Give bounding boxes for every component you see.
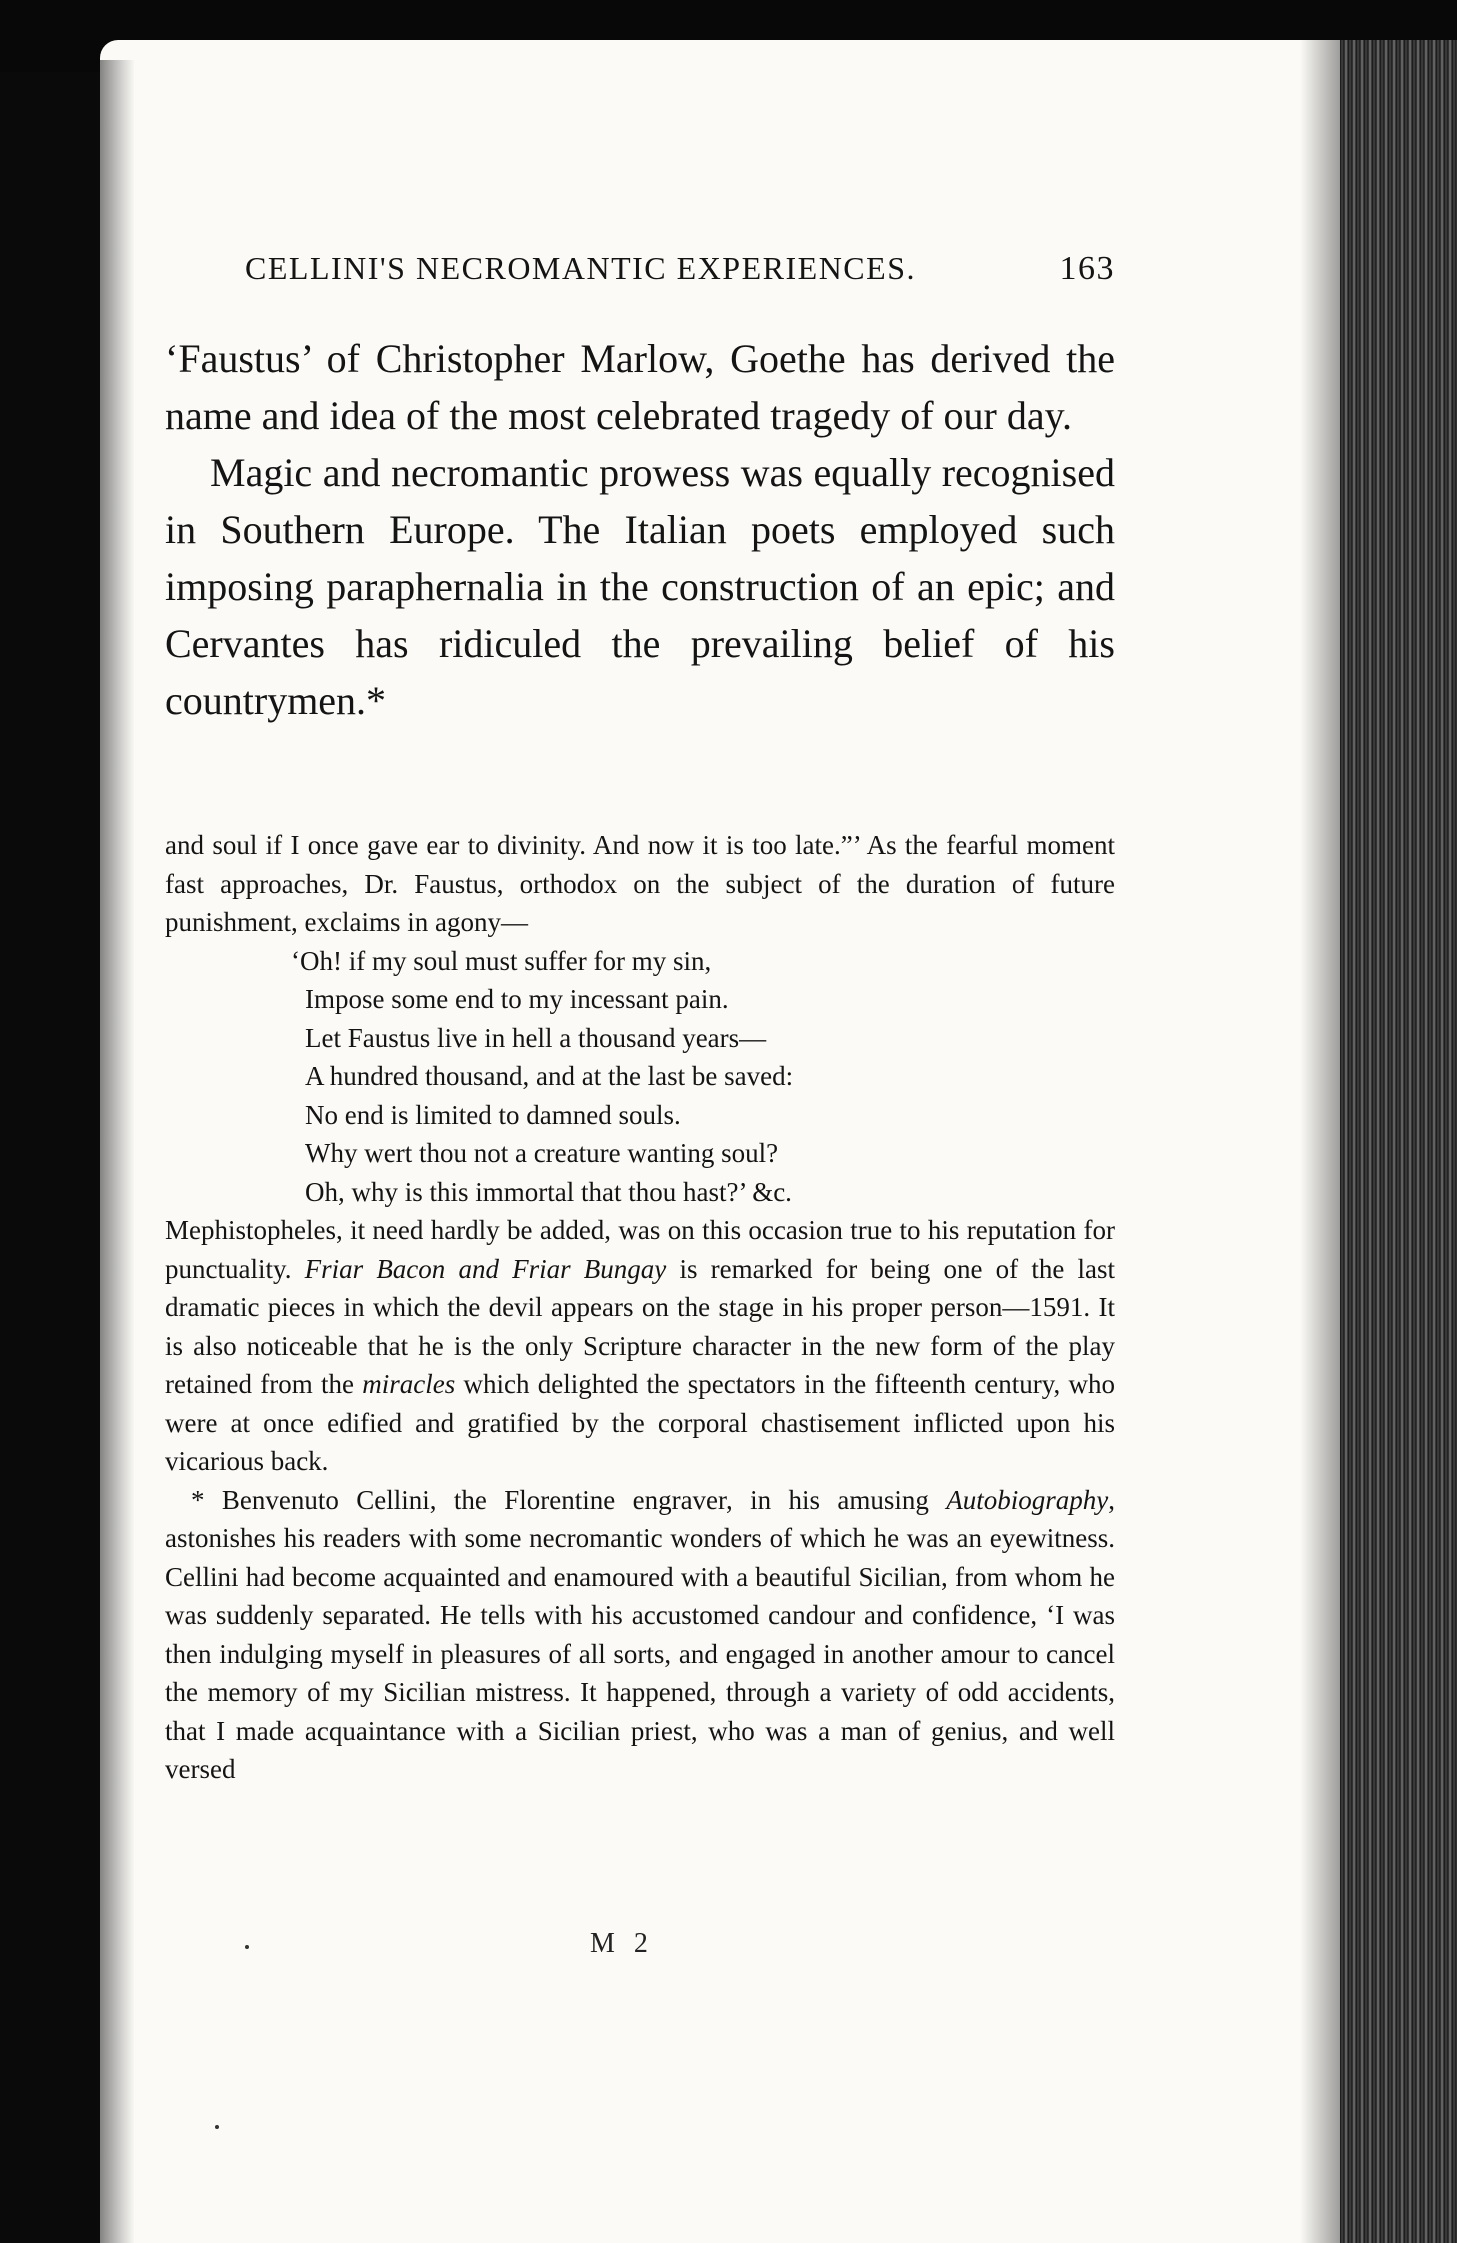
footnote-after-verse bbox=[165, 1211, 1115, 1481]
page-number: 163 bbox=[1059, 250, 1115, 287]
text-run: is remarked for being one of the last dramatic pieces in which the devil appears on the stage in his proper person—1591. It is also noticeable that he is the only Scripture character in the new form of the play retained from the bbox=[165, 1253, 1115, 1399]
ink-speck bbox=[215, 2125, 219, 2129]
verse-line: Let Faustus live in hell a thousand years— bbox=[305, 1022, 767, 1053]
signature-mark: M 2 bbox=[590, 1928, 654, 1959]
footnotes bbox=[165, 826, 1115, 1789]
verse-line: Why wert thou not a creature wanting soul? bbox=[305, 1138, 779, 1168]
body-paragraph-2: Magic and necromantic prowess was equally recognised in Southern Europe. The Italian poets employed such imposing paraphernalia in the construction of an epic; and Cervantes has ridiculed the prevailing belief of his countrymen.* bbox=[165, 450, 1115, 723]
verse-quotation bbox=[291, 942, 1115, 1212]
text-run: , astonishes his readers with some necromantic wonders of which he was an eyewitness. Cellini had become acquainted and enamoured with a beautiful Sicilian, from whom he was suddenly separated. He tells with his accustomed candour and confidence, ‘I was then indulging myself in pleasures of all sorts, and engaged in another amour to cancel the memory of my Sicilian mistress. It happened, through a variety of odd accidents, that I made acquaintance with a Sicilian priest, who was a man of genius, and well versed bbox=[165, 1484, 1115, 1784]
verse-line: No end is limited to damned souls. bbox=[305, 1099, 681, 1130]
page-gutter-shadow bbox=[100, 60, 134, 2243]
text-run: * Benvenuto Cellini, the Florentine engraver, in his amusing bbox=[191, 1484, 947, 1515]
verse-line: A hundred thousand, and at the last be saved: bbox=[305, 1061, 794, 1091]
star-footnote bbox=[165, 1481, 1115, 1789]
italic-title: Friar Bacon and Friar Bungay bbox=[304, 1253, 667, 1284]
verse-line: Impose some end to my incessant pain. bbox=[305, 984, 729, 1014]
page-right-shadow bbox=[1300, 40, 1345, 2243]
main-text bbox=[165, 330, 1115, 729]
footnote-continuation: and soul if I once gave ear to divinity. And now it is too late.”’ As the fearful moment fast approaches, Dr. Faustus, orthodox on the subject of the duration of future punishment, exclaims in agony— bbox=[165, 830, 1115, 937]
page-fore-edge bbox=[1340, 40, 1457, 2243]
italic-term: miracles bbox=[362, 1369, 456, 1399]
text-run: which delighted the spectators in the fifteenth century, who were at once edified and gratified by the corporal chastisement inflicted upon his vicarious back. bbox=[165, 1369, 1115, 1476]
running-title: CELLINI'S NECROMANTIC EXPERIENCES. bbox=[245, 250, 916, 286]
ink-speck bbox=[245, 1945, 249, 1949]
verse-line: ‘Oh! if my soul must suffer for my sin, bbox=[291, 945, 712, 976]
text-run: Mephistopheles, it need hardly be added, was on this occasion true to his reputation for punctuality. bbox=[165, 1215, 1115, 1284]
italic-title: Autobiography bbox=[946, 1484, 1109, 1515]
running-header bbox=[165, 250, 1115, 288]
body-paragraph-1: ‘Faustus’ of Christopher Marlow, Goethe has derived the name and idea of the most celebrated tragedy of our day. bbox=[165, 336, 1115, 438]
verse-line: Oh, why is this immortal that thou hast?’ &c. bbox=[305, 1176, 792, 1207]
